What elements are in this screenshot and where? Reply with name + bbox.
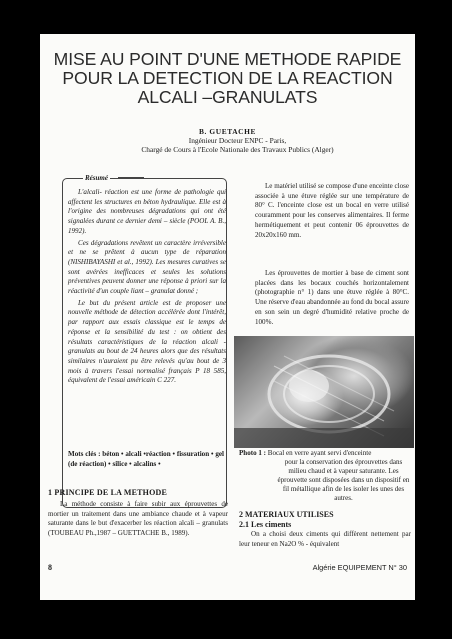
abstract-paragraph-2: Ces dégradations revêtent un caractère irréversible et ne se prêtent à aucun type de réparation (NISHIBAYASHI et al., 1992). Les mesures curatives se sont avérées inefficaces et seules les solutions préventives peuvent donner une réponse à priori sur la réactivité d'un couple liant – granulat donné ; bbox=[68, 238, 226, 296]
section-1-heading: 1 PRINCIPE DE LA METHODE bbox=[48, 488, 168, 497]
photo-caption-first: Bocal en verre ayant servi d'enceinte bbox=[267, 449, 372, 457]
photo-caption-rest: pour la conservation des éprouvettes dans milieu chaud et à vapeur saturante. Les éprouvette sont disposées dans un dispositif en fil métallique afin de les isoler les unes des autres. bbox=[277, 458, 410, 502]
document-page bbox=[40, 34, 415, 600]
author-role-2: Chargé de Cours à l'Ecole Nationale des Travaux Publics (Alger) bbox=[141, 145, 334, 154]
photo-caption bbox=[239, 449, 411, 458]
abstract-label: Résumé bbox=[85, 174, 108, 182]
article-title-line-3: ALCALI –GRANULATS bbox=[137, 87, 318, 107]
article-title-line-1: MISE AU POINT D'UNE METHODE RAPIDE bbox=[53, 49, 402, 69]
abstract-text bbox=[68, 188, 226, 388]
section-2-body: On a choisi deux ciments qui diffèrent nettement par leur teneur en Na2O % - équivalent bbox=[239, 530, 411, 548]
right-column-paragraph-2: Les éprouvettes de mortier à base de ciment sont placées dans les bocaux couchés horizontalement (photographie n° 1) dans une étuve réglée à 80°C. Une réserve d'eau abandonnée au fond du bocal assure en son sein un degré d'humidité relative proche de 100%. bbox=[255, 269, 409, 326]
abstract-paragraph-1: L'alcali- réaction est une forme de pathologie qui affectent les structures en béton hydraulique. Elle est à l'origine des nombreuses dégradations qui ont été signalées durant ce dernier demi – siècle (POOL A. B., 1992). bbox=[68, 188, 226, 235]
right-column-paragraph-1: Le matériel utilisé se compose d'une enceinte close associée à une étuve réglée sur une température de 80° C. l'enceinte close est un bocal en verre utilisé couramment pour les conserves alimentaires. Il ferme hermétiquement et peut contenir 06 éprouvettes de 20x20x160 mm. bbox=[255, 182, 409, 239]
journal-name: Algérie EQUIPEMENT N° 30 bbox=[312, 563, 407, 572]
author-name: B. GUETACHE bbox=[199, 127, 256, 136]
section-1-body: La méthode consiste à faire subir aux éprouvettes de mortier un traitement dans une ambiance chaude et à vapeur saturante dans le but d'exacerber les réaction alcali – granulats (TOUBEAU Ph.,1987 – GUETTACHE B., 1989). bbox=[48, 500, 228, 537]
section-2-heading: 2 MATERIAUX UTILISES bbox=[239, 510, 334, 519]
article-title-line-2: POUR LA DETECTION DE LA REACTION bbox=[62, 68, 393, 88]
photo-caption-label: Photo 1 : bbox=[239, 449, 267, 457]
abstract-label-rule bbox=[118, 177, 144, 178]
abstract-paragraph-3: Le but du présent article est de proposer une nouvelle méthode de détection accélérée dont l'intérêt, par rapport aux essais classique est le temps de réponse et la sensibilité du test : on obtient des résultats caractéristiques de la réaction alcali - granulats au bout de 24 heures alors que des résultats similaires n'auraient pu être relevés qu'au bout de 3 mois à travers l'essai normalisé français P 18 585, équivalent de l'essai américain C 227. bbox=[68, 298, 226, 385]
author-role-1: Ingénieur Docteur ENPC - Paris, bbox=[188, 136, 287, 145]
page-number: 8 bbox=[48, 563, 52, 572]
section-2-1-heading: 2.1 Les ciments bbox=[239, 520, 292, 529]
jar-photograph bbox=[234, 336, 414, 448]
jar-illustration bbox=[234, 336, 414, 448]
keywords: Mots clés : béton • alcali •réaction • fissuration • gel (de réaction) • silice • alcalins • bbox=[68, 450, 224, 468]
